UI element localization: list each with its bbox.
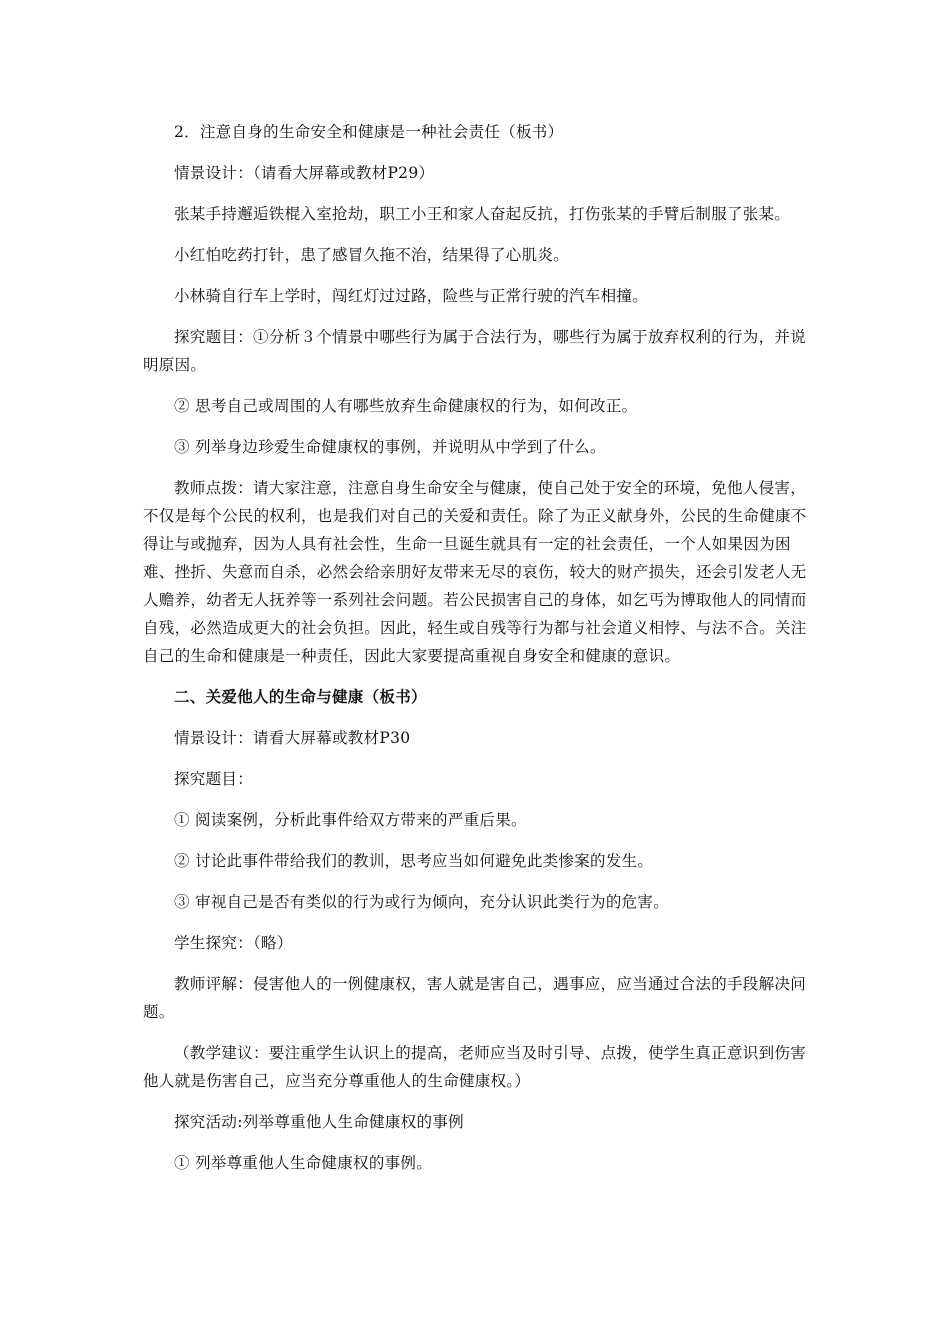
teacher-guidance: 教师点拨：请大家注意，注意自身生命安全与健康，使自己处于安全的环境，免他人侵害，不仅是每个公民的权利，也是我们对自己的关爱和责任。除了为正义献身外，公民的生命健康不得让与或抛弃，因为人具有社会性，生命一旦诞生就具有一定的社会责任，一个人如果因为困难、挫折、失意而自杀，必然会给亲朋好友带来无尽的哀伤，较大的财产损失，还会引发老人无人赡养，幼者无人抚养等一系列社会问题。若公民损害自己的身体，如乞丐为博取他人的同情而自残，必然造成更大的社会负担。因此，轻生或自残等行为都与社会道义相悖、与法不合。关注自己的生命和健康是一种责任，因此大家要提高重视自身安全和健康的意识。 — [143, 479, 807, 665]
scenario-xiaohong: 小红怕吃药打针，患了感冒久拖不治，结果得了心肌炎。 — [174, 246, 570, 264]
inquiry-item-1: ① 阅读案例，分析此事件给双方带来的严重后果。 — [174, 811, 527, 829]
teaching-suggestion: （教学建议：要注重学生认识上的提高，老师应当及时引导、点拨，使学生真正意识到伤害他人就是伤害自己，应当充分尊重他人的生命健康权。） — [143, 1044, 807, 1090]
inquiry-question-2: ② 思考自己或周围的人有哪些放弃生命健康权的行为，如何改正。 — [174, 397, 638, 415]
scenario-design-1: 情景设计：（请看大屏幕或教材P29） — [174, 164, 435, 182]
inquiry-question-1: 探究题目：①分析３个情景中哪些行为属于合法行为，哪些行为属于放弃权利的行为，并说明原因。 — [143, 328, 807, 374]
section-heading-two: 二、关爱他人的生命与健康（板书） — [174, 687, 427, 706]
student-inquiry: 学生探究：（略） — [174, 934, 293, 952]
scenario-xiaolin: 小林骑自行车上学时，闯红灯过过路，险些与正常行驶的汽车相撞。 — [174, 287, 649, 305]
inquiry-item-2: ② 讨论此事件带给我们的教训，思考应当如何避免此类惨案的发生。 — [174, 852, 654, 870]
inquiry-question-3: ③ 列举身边珍爱生命健康权的事例，并说明从中学到了什么。 — [174, 438, 606, 456]
inquiry-item-3: ③ 审视自己是否有类似的行为或行为倾向，充分认识此类行为的危害。 — [174, 893, 670, 911]
scenario-design-2: 情景设计：请看大屏幕或教材P30 — [174, 729, 411, 747]
document-page — [143, 118, 815, 1190]
section-heading-2: 2．注意自身的生命安全和健康是一种社会责任（板书） — [174, 123, 564, 141]
inquiry-title: 探究题目： — [174, 770, 254, 788]
inquiry-activity: 探究活动:列举尊重他人生命健康权的事例 — [174, 1113, 464, 1131]
scenario-zhang: 张某手持邂逅铁棍入室抢劫，职工小王和家人奋起反抗，打伤张某的手臂后制服了张某。 — [174, 205, 791, 223]
activity-item-1: ① 列举尊重他人生命健康权的事例。 — [174, 1154, 433, 1172]
teacher-commentary: 教师评解：侵害他人的一例健康权，害人就是害自己，遇事应，应当通过合法的手段解决问题。 — [143, 975, 807, 1021]
